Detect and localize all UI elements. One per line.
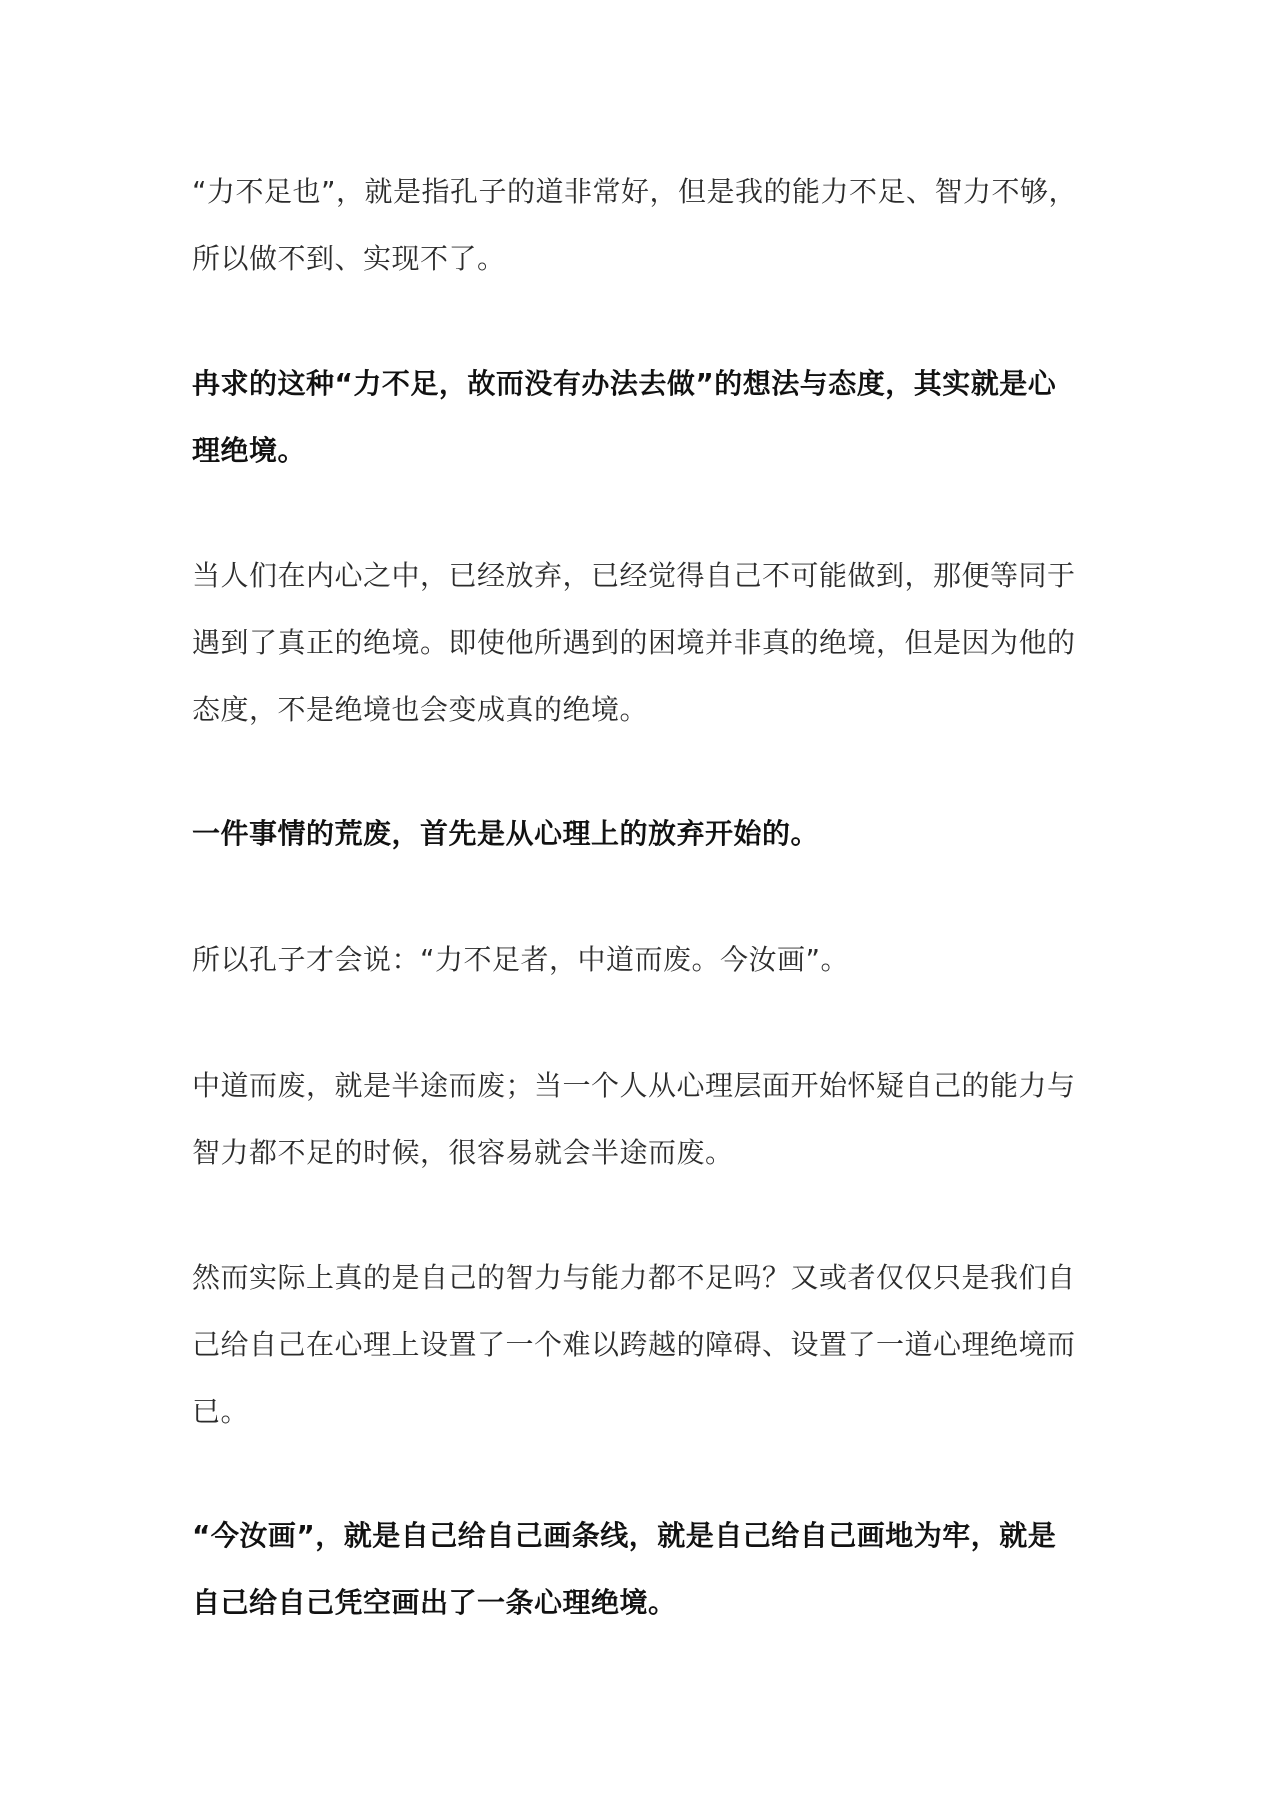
paragraph-1: “力不足也”，就是指孔子的道非常好，但是我的能力不足、智力不够，所以做不到、实现不了。	[192, 175, 1078, 275]
paragraph-3: 当人们在内心之中，已经放弃，已经觉得自己不可能做到，那便等同于遇到了真正的绝境。即使他所遇到的困境并非真的绝境，但是因为他的态度，不是绝境也会变成真的绝境。	[192, 559, 1076, 726]
paragraph-8-bold: “今汝画”，就是自己给自己画条线，就是自己给自己画地为牢，就是自己给自己凭空画出了一条心理绝境。	[192, 1519, 1057, 1619]
paragraph-2-bold: 冉求的这种“力不足，故而没有办法去做”的想法与态度，其实就是心理绝境。	[192, 367, 1057, 467]
paragraph-7: 然而实际上真的是自己的智力与能力都不足吗？又或者仅仅只是我们自己给自己在心理上设置了一个难以跨越的障碍、设置了一道心理绝境而已。	[192, 1261, 1076, 1428]
paragraph-4-bold: 一件事情的荒废，首先是从心理上的放弃开始的。	[192, 817, 820, 850]
paragraph-5: 所以孔子才会说：“力不足者，中道而废。今汝画”。	[192, 943, 850, 976]
paragraph-6: 中道而废，就是半途而废；当一个人从心理层面开始怀疑自己的能力与智力都不足的时候，很容易就会半途而废。	[192, 1069, 1076, 1169]
